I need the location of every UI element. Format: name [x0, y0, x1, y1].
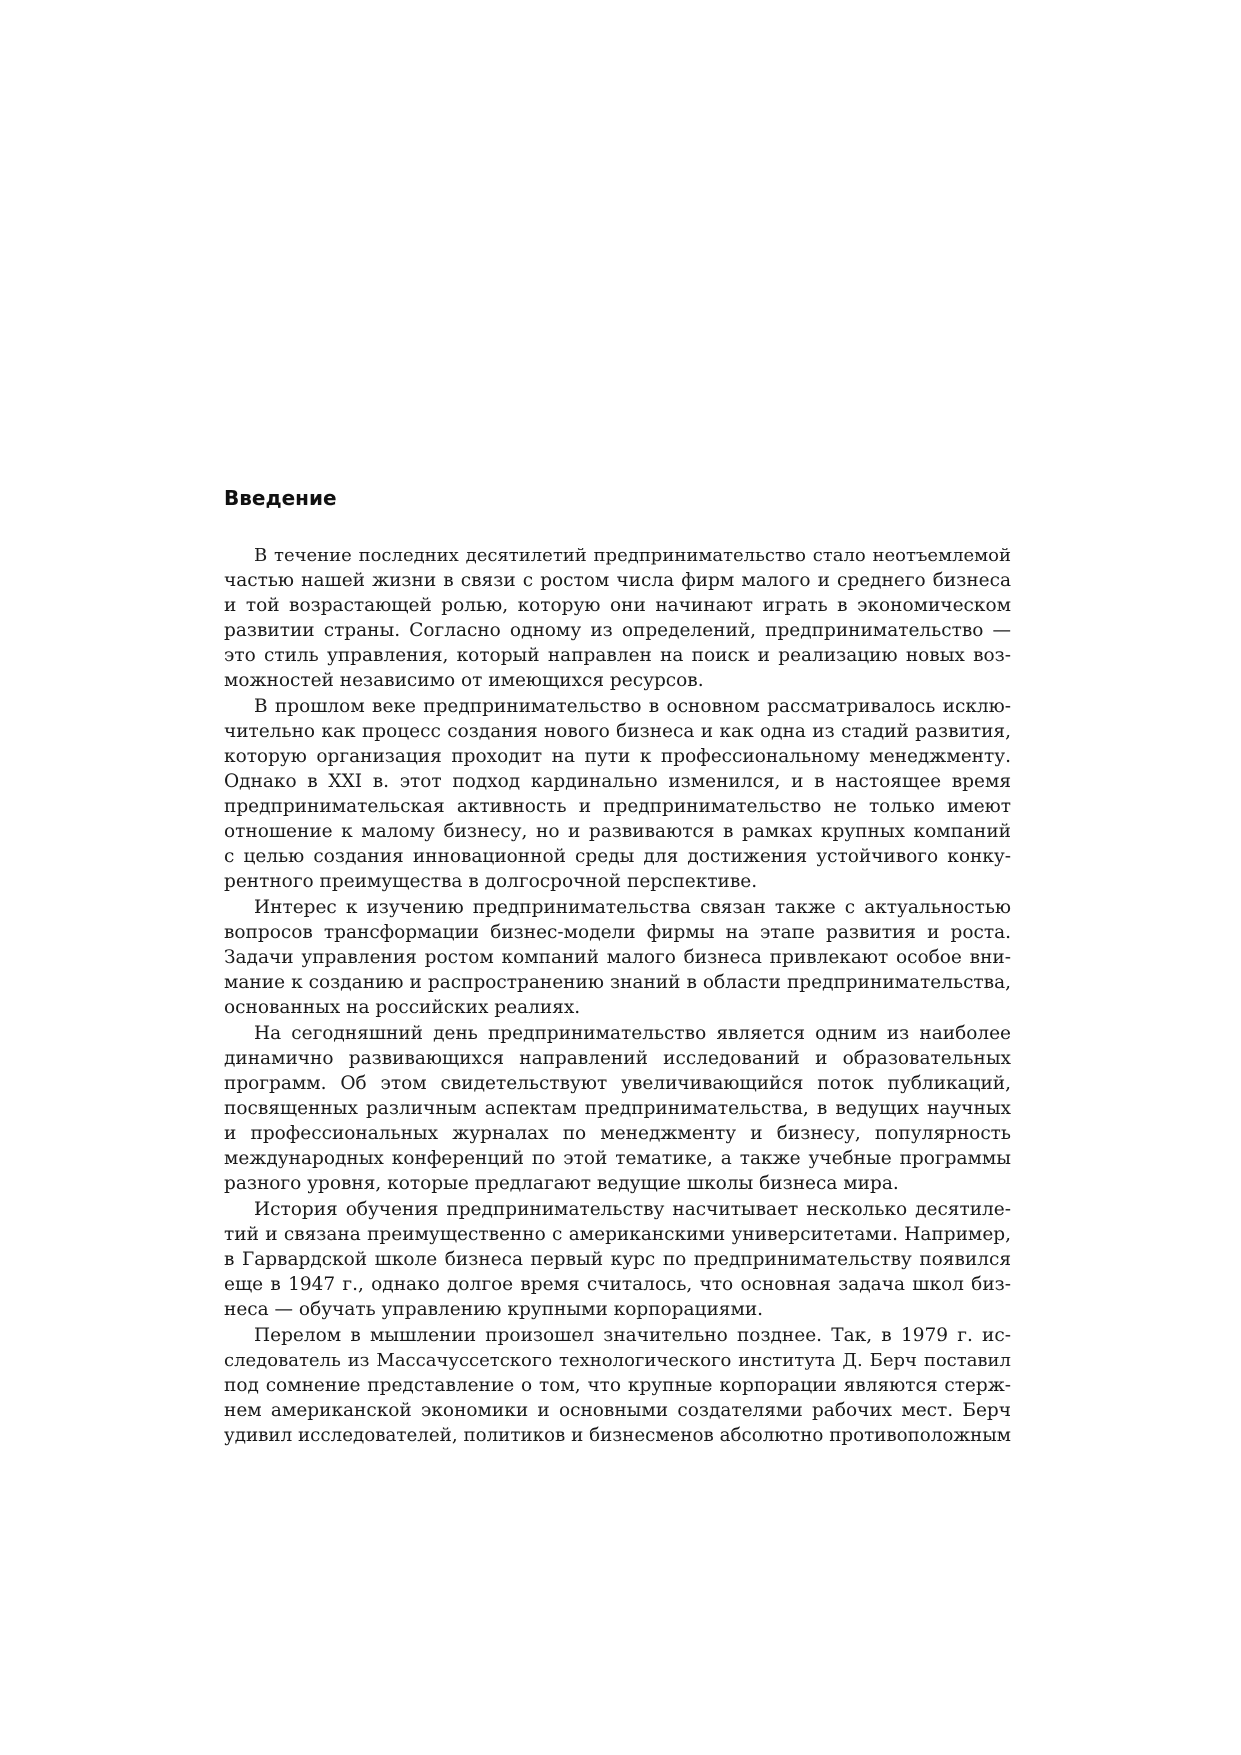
text-line: и профессиональных журналах по менеджменту и бизнесу, популярность	[224, 1123, 1011, 1144]
text-line: тий и связана преимущественно с американскими университетами. Например,	[224, 1224, 1011, 1245]
text-line: В прошлом веке предпринимательство в основном рассматривалось исклю-	[254, 696, 1011, 717]
text-line: На сегодняшний день предпринимательство является одним из наиболее	[254, 1023, 1011, 1044]
section-heading: Введение	[224, 486, 337, 510]
text-line: чительно как процесс создания нового бизнеса и как одна из стадий развития,	[224, 721, 1011, 742]
text-line: программ. Об этом свидетельствуют увеличивающийся поток публикаций,	[224, 1073, 1011, 1094]
text-line: основанных на российских реалиях.	[224, 997, 581, 1018]
text-line: под сомнение представление о том, что крупные корпорации являются стерж-	[224, 1375, 1011, 1396]
text-line: и той возрастающей ролью, которую они начинают играть в экономическом	[224, 595, 1011, 616]
text-line: отношение к малому бизнесу, но и развиваются в рамках крупных компаний	[224, 821, 1011, 842]
text-line: нем американской экономики и основными создателями рабочих мест. Берч	[224, 1400, 1011, 1421]
text-line: неса — обучать управлению крупными корпорациями.	[224, 1299, 764, 1320]
text-line: мание к созданию и распространению знаний в области предпринимательства,	[224, 972, 1011, 993]
text-line: международных конференций по этой тематике, а также учебные программы	[224, 1148, 1011, 1169]
text-line: это стиль управления, который направлен на поиск и реализацию новых воз-	[224, 645, 1011, 666]
text-line: удивил исследователей, политиков и бизнесменов абсолютно противоположным	[224, 1425, 1011, 1446]
text-line: История обучения предпринимательству насчитывает несколько десятиле-	[254, 1199, 1011, 1220]
text-line: которую организация проходит на пути к профессиональному менеджменту.	[224, 746, 1011, 767]
text-line: следователь из Массачуссетского технологического института Д. Берч поставил	[224, 1350, 1011, 1371]
text-line: разного уровня, которые предлагают ведущие школы бизнеса мира.	[224, 1173, 899, 1194]
text-line: Задачи управления ростом компаний малого бизнеса привлекают особое вни-	[224, 947, 1011, 968]
text-line: Перелом в мышлении произошел значительно позднее. Так, в 1979 г. ис-	[254, 1325, 1011, 1346]
text-line: можностей независимо от имеющихся ресурсов.	[224, 670, 704, 691]
text-line: рентного преимущества в долгосрочной перспективе.	[224, 871, 758, 892]
text-line: Однако в XXI в. этот подход кардинально изменился, и в настоящее время	[224, 771, 1011, 792]
text-line: посвященных различным аспектам предпринимательства, в ведущих научных	[224, 1098, 1011, 1119]
text-line: вопросов трансформации бизнес-модели фирмы на этапе развития и роста.	[224, 922, 1011, 943]
text-line: в Гарвардской школе бизнеса первый курс по предпринимательству появился	[224, 1249, 1011, 1270]
text-line: Интерес к изучению предпринимательства связан также с актуальностью	[254, 897, 1011, 918]
text-line: динамично развивающихся направлений исследований и образовательных	[224, 1048, 1011, 1069]
text-line: частью нашей жизни в связи с ростом числа фирм малого и среднего бизнеса	[224, 570, 1011, 591]
text-line: предпринимательская активность и предпринимательство не только имеют	[224, 796, 1011, 817]
text-line: с целью создания инновационной среды для достижения устойчивого конку-	[224, 846, 1011, 867]
text-line: В течение последних десятилетий предпринимательство стало неотъемлемой	[254, 545, 1011, 566]
text-line: еще в 1947 г., однако долгое время считалось, что основная задача школ биз-	[224, 1274, 1011, 1295]
text-line: развитии страны. Согласно одному из определений, предпринимательство —	[224, 620, 1011, 641]
